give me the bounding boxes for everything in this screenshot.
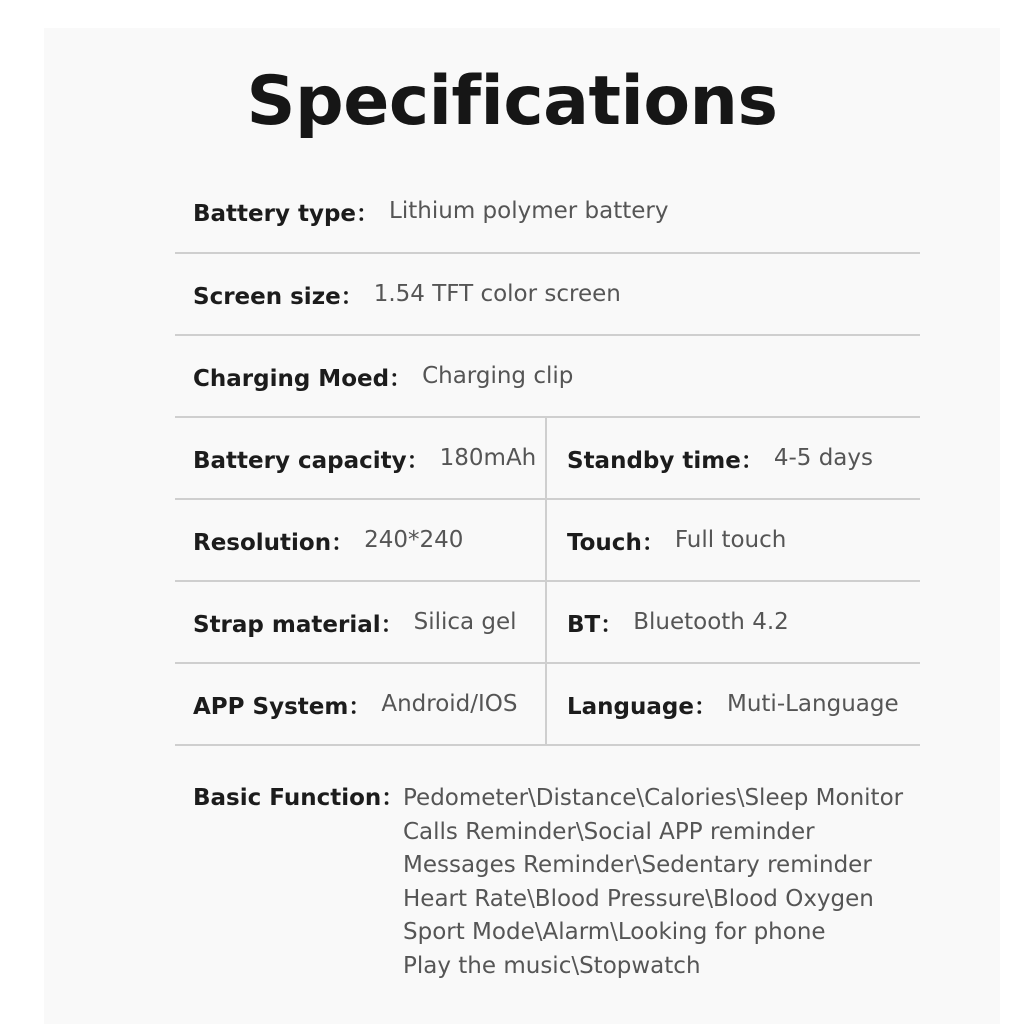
spec-cell-left — [193, 418, 545, 498]
spec-value: Lithium polymer battery — [389, 198, 669, 224]
spec-label: APP System： — [193, 693, 372, 720]
spec-cell-right — [567, 418, 920, 498]
spec-value: Silica gel — [413, 609, 517, 635]
spec-row-strap-bt — [175, 582, 920, 664]
spec-value: 1.54 TFT color screen — [373, 281, 621, 307]
spec-row-screen-size — [175, 254, 920, 336]
column-divider — [545, 664, 547, 744]
column-divider — [545, 500, 547, 580]
spec-cell-left — [193, 664, 545, 744]
spec-value: 4-5 days — [773, 445, 873, 471]
spec-value: 180mAh — [439, 445, 537, 471]
spec-cell — [193, 336, 920, 416]
spec-cell-right — [567, 500, 920, 580]
basic-function-label: Basic Function： — [193, 785, 405, 811]
spec-label: Strap material： — [193, 611, 404, 638]
spec-value: Full touch — [674, 527, 787, 553]
basic-function-list — [403, 782, 903, 983]
column-divider — [545, 582, 547, 662]
spec-label: Touch： — [567, 529, 665, 556]
spec-label: Language： — [567, 693, 717, 720]
spec-cell — [193, 170, 920, 252]
spec-row-resolution-touch — [175, 500, 920, 582]
spec-label: Standby time： — [567, 447, 764, 474]
spec-row-capacity-standby — [175, 418, 920, 500]
page-title: Specifications — [246, 62, 778, 141]
spec-cell-left — [193, 582, 545, 662]
spec-row-app-language — [175, 664, 920, 746]
basic-function-line: Sport Mode\Alarm\Looking for phone — [403, 919, 826, 945]
basic-function-line: Calls Reminder\Social APP reminder — [403, 818, 815, 845]
spec-value: 240*240 — [364, 527, 464, 553]
spec-cell — [193, 254, 920, 334]
column-divider — [545, 418, 547, 498]
spec-value: Charging clip — [422, 363, 574, 389]
spec-value: Android/IOS — [381, 691, 518, 717]
spec-value: Bluetooth 4.2 — [633, 609, 789, 635]
spec-value: Muti-Language — [726, 691, 899, 717]
spec-label: Charging Moed： — [193, 365, 413, 392]
spec-cell-left — [193, 500, 545, 580]
spec-label: Resolution： — [193, 529, 355, 556]
spec-label: BT： — [567, 611, 624, 638]
spec-cell-right — [567, 582, 920, 662]
spec-label: Battery type： — [193, 200, 380, 227]
basic-function-line: Pedometer\Distance\Calories\Sleep Monitor — [403, 785, 904, 811]
basic-function-line: Heart Rate\Blood Pressure\Blood Oxygen — [403, 885, 874, 912]
basic-function-line: Messages Reminder\Sedentary reminder — [403, 852, 872, 878]
spec-row-battery-type — [175, 170, 920, 254]
spec-label: Screen size： — [193, 283, 364, 310]
spec-row-charging-mode — [175, 336, 920, 418]
spec-label: Battery capacity： — [193, 447, 430, 474]
spec-table — [175, 170, 920, 746]
basic-function-line: Play the music\Stopwatch — [403, 952, 701, 979]
spec-cell-right — [567, 664, 920, 744]
